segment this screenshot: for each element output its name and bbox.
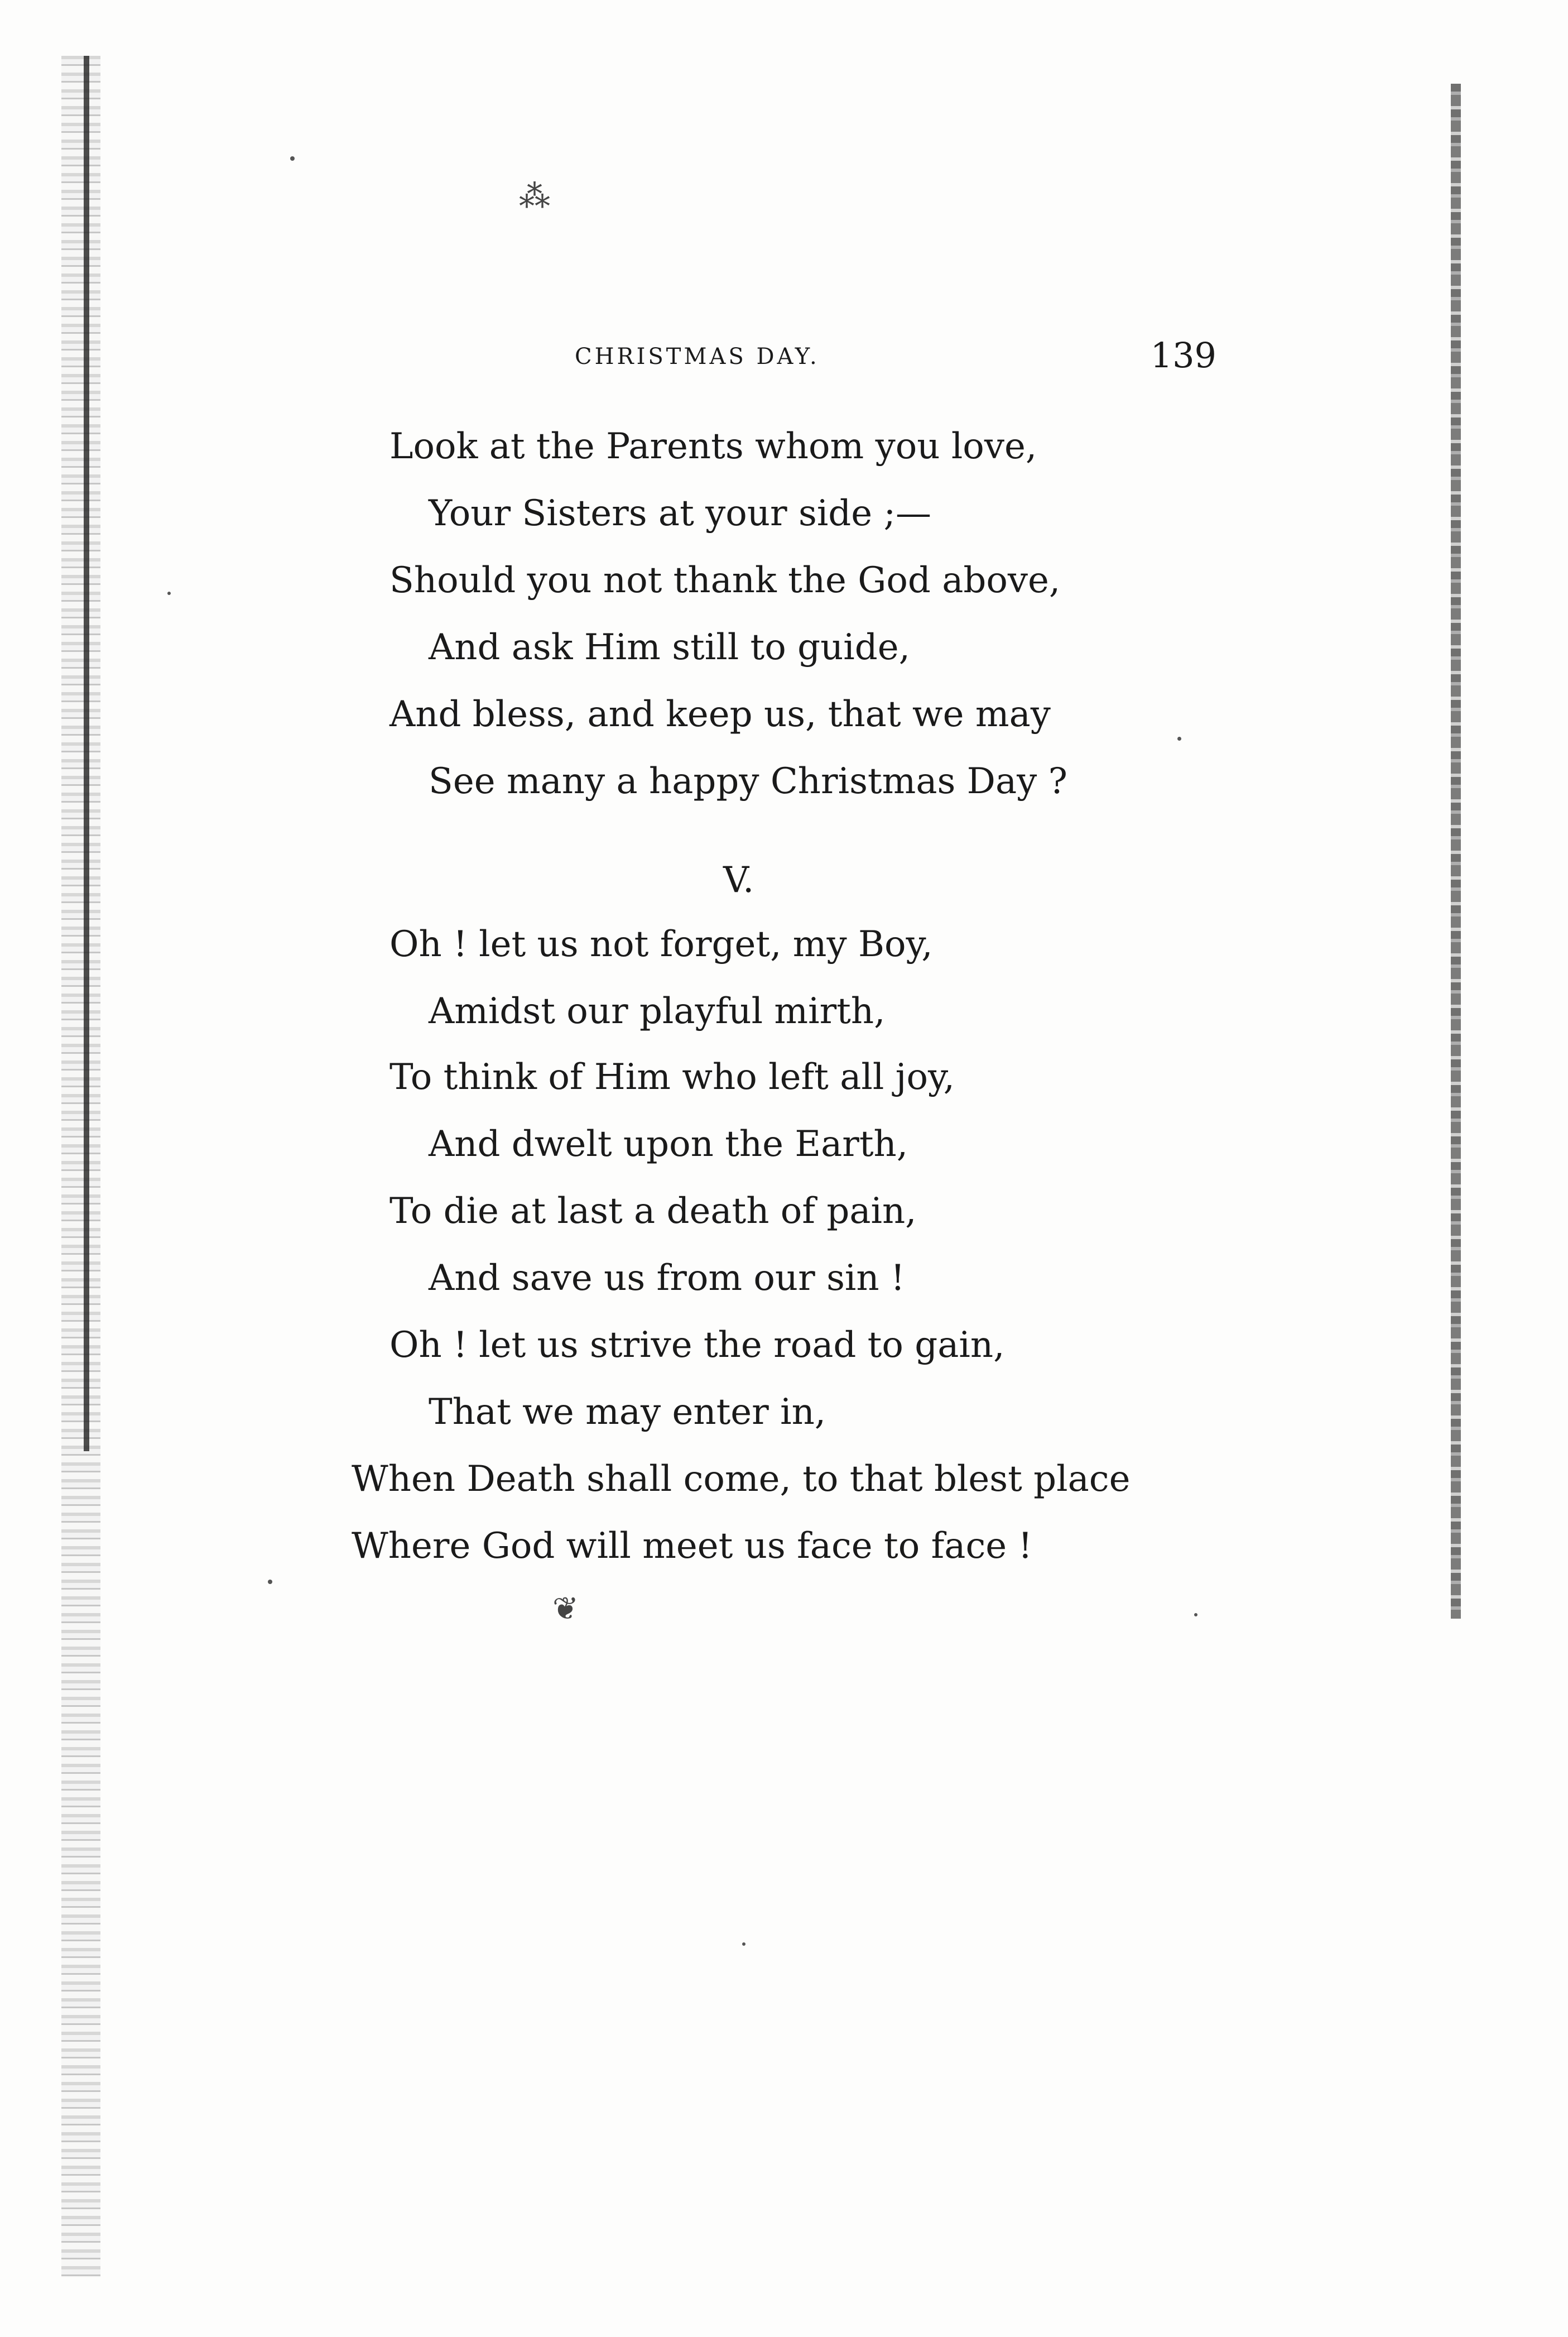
poem-line: Should you not thank the God above,	[389, 560, 1061, 601]
poem-line: Amidst our playful mirth,	[429, 991, 886, 1032]
running-title: CHRISTMAS DAY.	[575, 344, 820, 369]
scan-speck	[1177, 737, 1181, 741]
end-ornament-icon: ❦	[552, 1591, 579, 1627]
scan-speck	[290, 156, 295, 161]
scan-speck	[1194, 1613, 1197, 1616]
poem-line: To think of Him who left all joy,	[389, 1057, 955, 1098]
top-ornament-icon: ⁂	[519, 179, 550, 215]
poem-line: Your Sisters at your side ;—	[429, 493, 932, 534]
binding-edge-left	[61, 56, 100, 2277]
poem-line: See many a happy Christmas Day ?	[429, 761, 1067, 802]
scan-speck	[268, 1580, 272, 1584]
poem-line: Oh ! let us strive the road to gain,	[389, 1325, 1005, 1366]
running-header	[575, 335, 1216, 380]
poem-line: And dwelt upon the Earth,	[429, 1124, 908, 1165]
poem-line: That we may enter in,	[429, 1391, 826, 1433]
poem-line: And bless, and keep us, that we may	[389, 694, 1051, 735]
poem-line: And ask Him still to guide,	[429, 627, 910, 668]
poem-line: To die at last a death of pain,	[389, 1191, 917, 1232]
binding-shadow-line	[84, 56, 89, 1451]
section-numeral: V.	[723, 860, 754, 901]
page-number: 139	[1150, 335, 1216, 376]
poem-line: Look at the Parents whom you love,	[389, 426, 1037, 467]
scan-speck	[167, 592, 171, 595]
poem-line: Where God will meet us face to face !	[352, 1525, 1033, 1567]
page-edge-right	[1451, 84, 1461, 1619]
poem-line: When Death shall come, to that blest place	[352, 1458, 1131, 1500]
poem-line: And save us from our sin !	[429, 1258, 905, 1299]
scan-speck	[742, 1942, 745, 1946]
poem-line: Oh ! let us not forget, my Boy,	[389, 924, 933, 965]
